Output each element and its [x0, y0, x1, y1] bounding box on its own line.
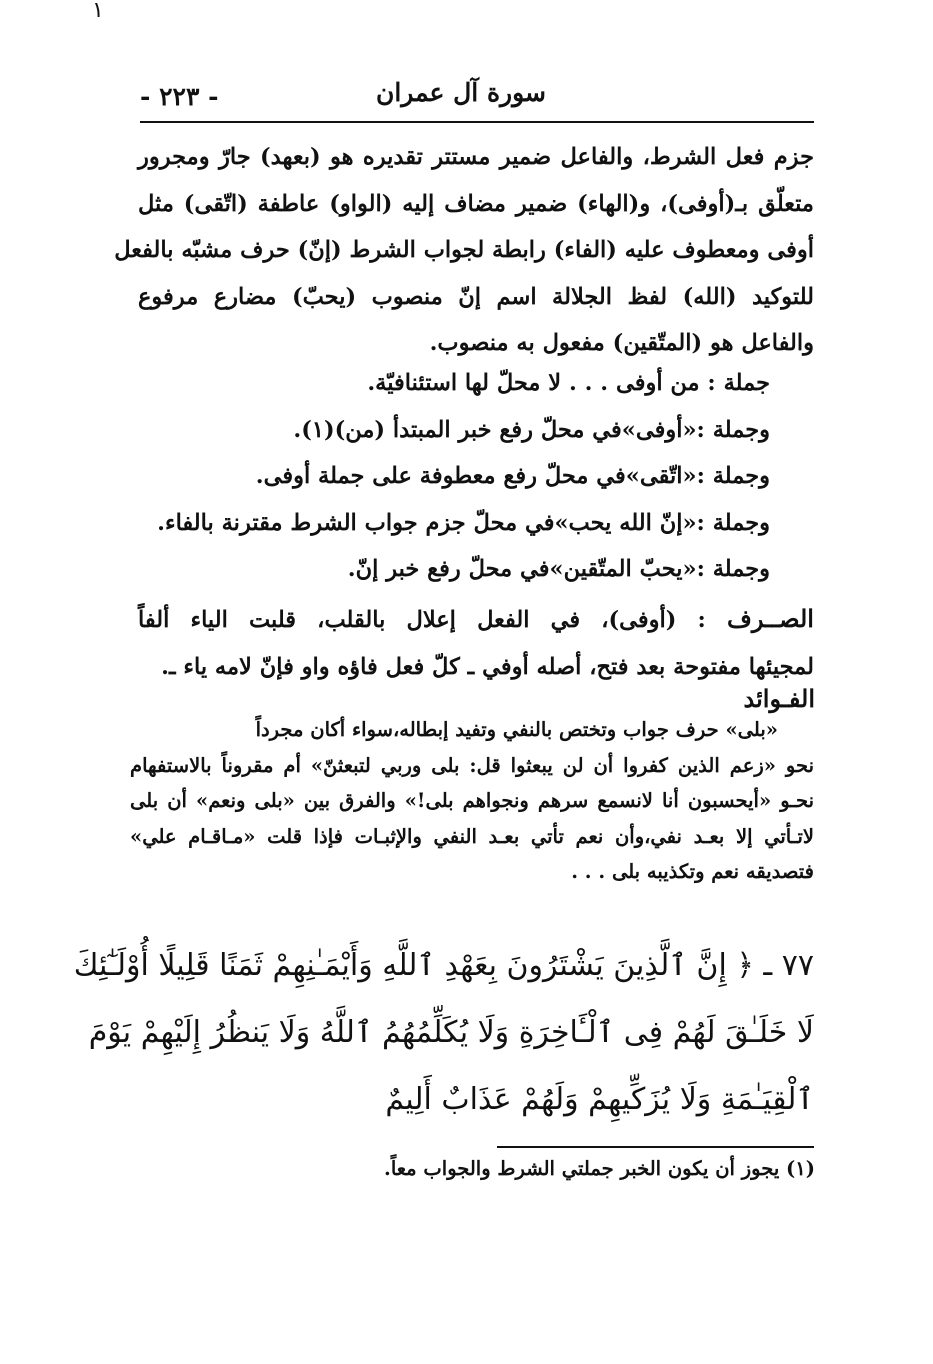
morphology-line [138, 596, 814, 644]
sentence-item: وجملة :«اتّقى»في محلّ رفع معطوفة على جملة أوفى. [255, 463, 770, 489]
paragraph-line: جزم فعل الشرط، والفاعل ضمير مستتر تقديره هو (بعهد) جارّ ومجرور [138, 144, 814, 170]
paragraph-line: والفاعل هو (المتّقين) مفعول به منصوب. [429, 330, 814, 356]
paragraph-line: أوفى ومعطوف عليه (الفاء) رابطة لجواب الشرط (إنّ) حرف مشبّه بالفعل [114, 237, 814, 263]
morphology-section [138, 596, 814, 690]
morphology-label: الصــرف [727, 604, 814, 633]
benefits-line: نحـو «أيحسبون أنا لانسمع سرهم ونجواهم بلى!» والفرق بين «بلى ونعم» أن بلى [130, 789, 814, 812]
benefits-line: «بلى» حرف جواب وتختص بالنفي وتفيد إبطاله،سواء أكان مجرداً [255, 718, 778, 741]
header-divider [140, 121, 814, 123]
benefits-line: فتصديقه نعم وتكذيبه بلى . . . [571, 860, 814, 883]
sentence-analysis-list [138, 360, 770, 593]
benefits-line: نحو «زعم الذين كفروا أن لن يبعثوا قل: بلى وربي لتبعثنّ» أم مقروناً بالاستفهام [130, 753, 814, 777]
benefits-section [130, 712, 814, 890]
footnote-divider [497, 1146, 814, 1148]
sentence-item: وجملة :«إنّ الله يحب»في محلّ جزم جواب الشرط مقترنة بالفاء. [157, 509, 770, 536]
sentence-item: وجملة :«أوفى»في محلّ رفع خبر المبتدأ (من)(١). [293, 416, 770, 443]
sentence-item: جملة : من أوفى . . . لا محلّ لها استئنافيّة. [367, 370, 770, 396]
verse-line: ٧٧ ـ ﴿ إِنَّ ٱلَّذِينَ يَشْتَرُونَ بِعَهْدِ ٱللَّهِ وَأَيْمَـٰنِهِمْ ثَمَنًا قَلِيلًا أُوْلَـٰٓئِكَ [73, 948, 814, 983]
morphology-line: لمجيئها مفتوحة بعد فتح، أصله أوفي ـ كلّ فعل فاؤه واو فإنّ لامه ياء ـ. [161, 653, 814, 680]
verse-line: ٱلْقِيَـٰمَةِ وَلَا يُزَكِّيهِمْ وَلَهُمْ عَذَابٌ أَلِيمٌ [385, 1082, 814, 1117]
benefits-heading: الفـوائد [743, 684, 815, 713]
verse-line: لَا خَلَـٰقَ لَهُمْ فِى ٱلْـَٔاخِرَةِ وَلَا يُكَلِّمُهُمُ ٱللَّهُ وَلَا يَنظُرُ إِلَيْهِمْ يَوْمَ [88, 1015, 814, 1050]
page-number: - ٢٢٣ - [140, 82, 219, 111]
morphology-text: : (أوفى)، في الفعل إعلال بالقلب، قلبت الياء ألفاً [138, 607, 706, 633]
paragraph-line: متعلّق بـ(أوفى)، و(الهاء) ضمير مضاف إليه (الواو) عاطفة (اتّقى) مثل [138, 190, 814, 217]
quran-verse [73, 932, 814, 1133]
page-header [140, 76, 814, 120]
corner-mark: ١ [92, 0, 104, 23]
footnote: (١) يجوز أن يكون الخبر جملتي الشرط والجواب معاً. [384, 1157, 815, 1180]
surah-title: سورة آل عمران [375, 78, 546, 107]
paragraph-line: للتوكيد (الله) لفظ الجلالة اسم إنّ منصوب (يحبّ) مضارع مرفوع [138, 283, 814, 310]
grammar-paragraph [114, 134, 814, 367]
sentence-item: وجملة :«يحبّ المتّقين»في محلّ رفع خبر إنّ. [347, 556, 770, 582]
benefits-line: لاتـأتي إلا بعـد نفي،وأن نعم تأتي بعـد النفي والإثبـات فإذا قلت «مـاقـام علي» [130, 824, 814, 848]
